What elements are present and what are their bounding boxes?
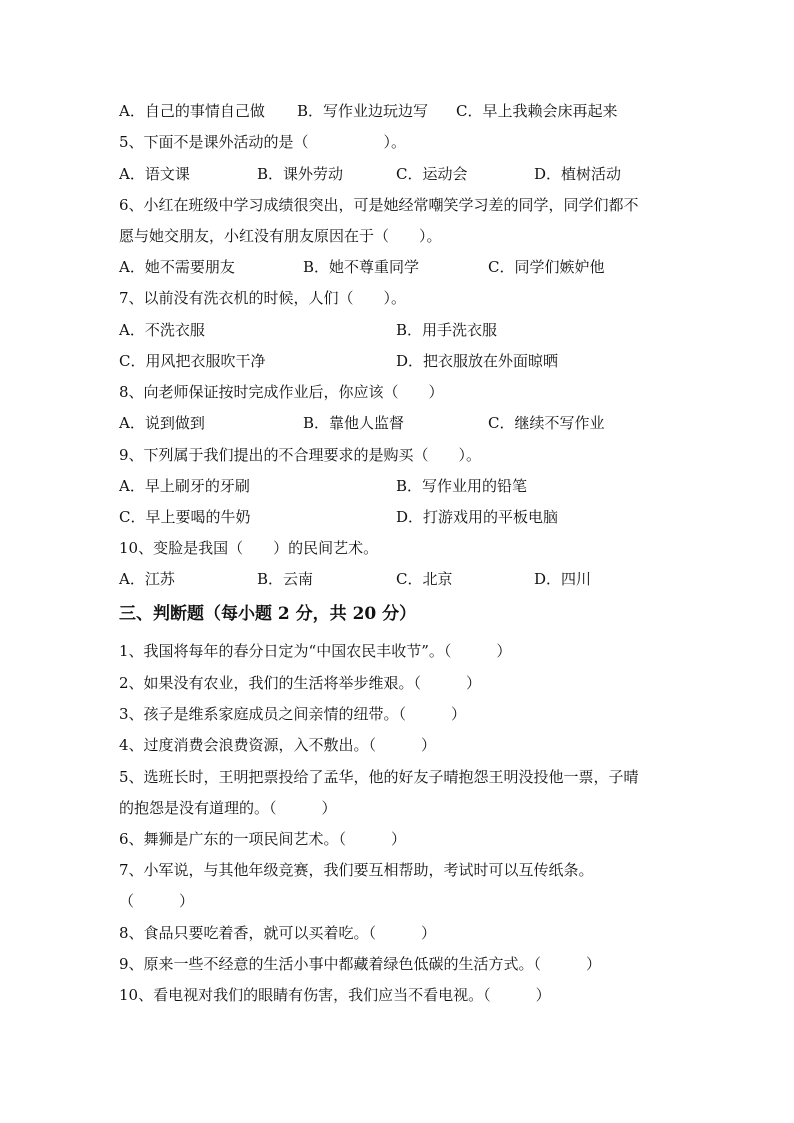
- q10-option-b: B．云南: [257, 570, 314, 588]
- q8-option-a: A．说到做到: [119, 414, 205, 432]
- q10-option-a: A．江苏: [119, 570, 175, 588]
- q4-option-c: C．早上我赖会床再起来: [456, 102, 618, 120]
- q5-option-c: C．运动会: [396, 165, 468, 183]
- judge-item-5-line1: 5、选班长时，王明把票投给了孟华，他的好友子晴抱怨王明没投他一票，子晴: [119, 768, 639, 786]
- judge-item-2: 2、如果没有农业，我们的生活将举步维艰。（ ）: [119, 674, 482, 692]
- q6-option-c: C．同学们嫉妒他: [488, 258, 605, 276]
- q5-option-b: B．课外劳动: [257, 165, 344, 183]
- q6-option-b: B．她不尊重同学: [303, 258, 420, 276]
- q8-option-c: C．继续不写作业: [488, 414, 605, 432]
- judge-item-4: 4、过度消费会浪费资源，入不敷出。（ ）: [119, 736, 437, 754]
- q4-option-b: B．写作业边玩边写: [297, 102, 429, 120]
- q6-option-a: A．她不需要朋友: [119, 258, 235, 276]
- judge-item-9: 9、原来一些不经意的生活小事中都藏着绿色低碳的生活方式。（ ）: [119, 955, 602, 973]
- q9-option-a: A．早上刷牙的牙刷: [119, 477, 250, 495]
- q7-option-a: A．不洗衣服: [119, 321, 205, 339]
- q5-stem: 5、下面不是课外活动的是（ ）。: [119, 133, 407, 151]
- q9-option-d: D．打游戏用的平板电脑: [396, 508, 559, 526]
- q8-option-b: B．靠他人监督: [303, 414, 405, 432]
- judge-item-3: 3、孩子是维系家庭成员之间亲情的纽带。（ ）: [119, 705, 467, 723]
- q5-option-d: D．植树活动: [534, 165, 622, 183]
- q7-option-d: D．把衣服放在外面晾晒: [396, 352, 559, 370]
- judge-item-10: 10、看电视对我们的眼睛有伤害，我们应当不看电视。（ ）: [119, 986, 551, 1004]
- judge-item-8: 8、食品只要吃着香，就可以买着吃。（ ）: [119, 924, 437, 942]
- q9-stem: 9、下列属于我们提出的不合理要求的是购买（ ）。: [119, 446, 482, 464]
- q7-option-b: B．用手洗衣服: [396, 321, 498, 339]
- q5-option-a: A．语文课: [119, 165, 190, 183]
- judge-item-5-line2: 的抱怨是没有道理的。（ ）: [119, 799, 337, 817]
- q9-option-c: C．早上要喝的牛奶: [119, 508, 251, 526]
- q6-stem-line1: 6、小红在班级中学习成绩很突出，可是她经常嘲笑学习差的同学，同学们都不: [119, 196, 639, 214]
- judge-item-7-line2: （ ）: [119, 892, 195, 910]
- judge-item-1: 1、我国将每年的春分日定为“中国农民丰收节”。（ ）: [119, 642, 512, 660]
- section3-title: 三、判断题（每小题 2 分，共 20 分）: [119, 604, 417, 624]
- q6-stem-line2: 愿与她交朋友，小红没有朋友原因在于（ ）。: [119, 227, 442, 245]
- q9-option-b: B．写作业用的铅笔: [396, 477, 528, 495]
- q10-stem: 10、变脸是我国（ ）的民间艺术。: [119, 539, 379, 557]
- judge-item-6: 6、舞狮是广东的一项民间艺术。（ ）: [119, 830, 407, 848]
- q10-option-d: D．四川: [534, 570, 592, 588]
- q4-option-a: A．自己的事情自己做: [119, 102, 265, 120]
- q10-option-c: C．北京: [396, 570, 453, 588]
- q7-stem: 7、以前没有洗衣机的时候，人们（ ）。: [119, 289, 407, 307]
- q8-stem: 8、向老师保证按时完成作业后，你应该（ ）: [119, 383, 444, 401]
- q7-option-c: C．用风把衣服吹干净: [119, 352, 266, 370]
- judge-item-7-line1: 7、小军说，与其他年级竞赛，我们要互相帮助，考试时可以互传纸条。: [119, 861, 594, 879]
